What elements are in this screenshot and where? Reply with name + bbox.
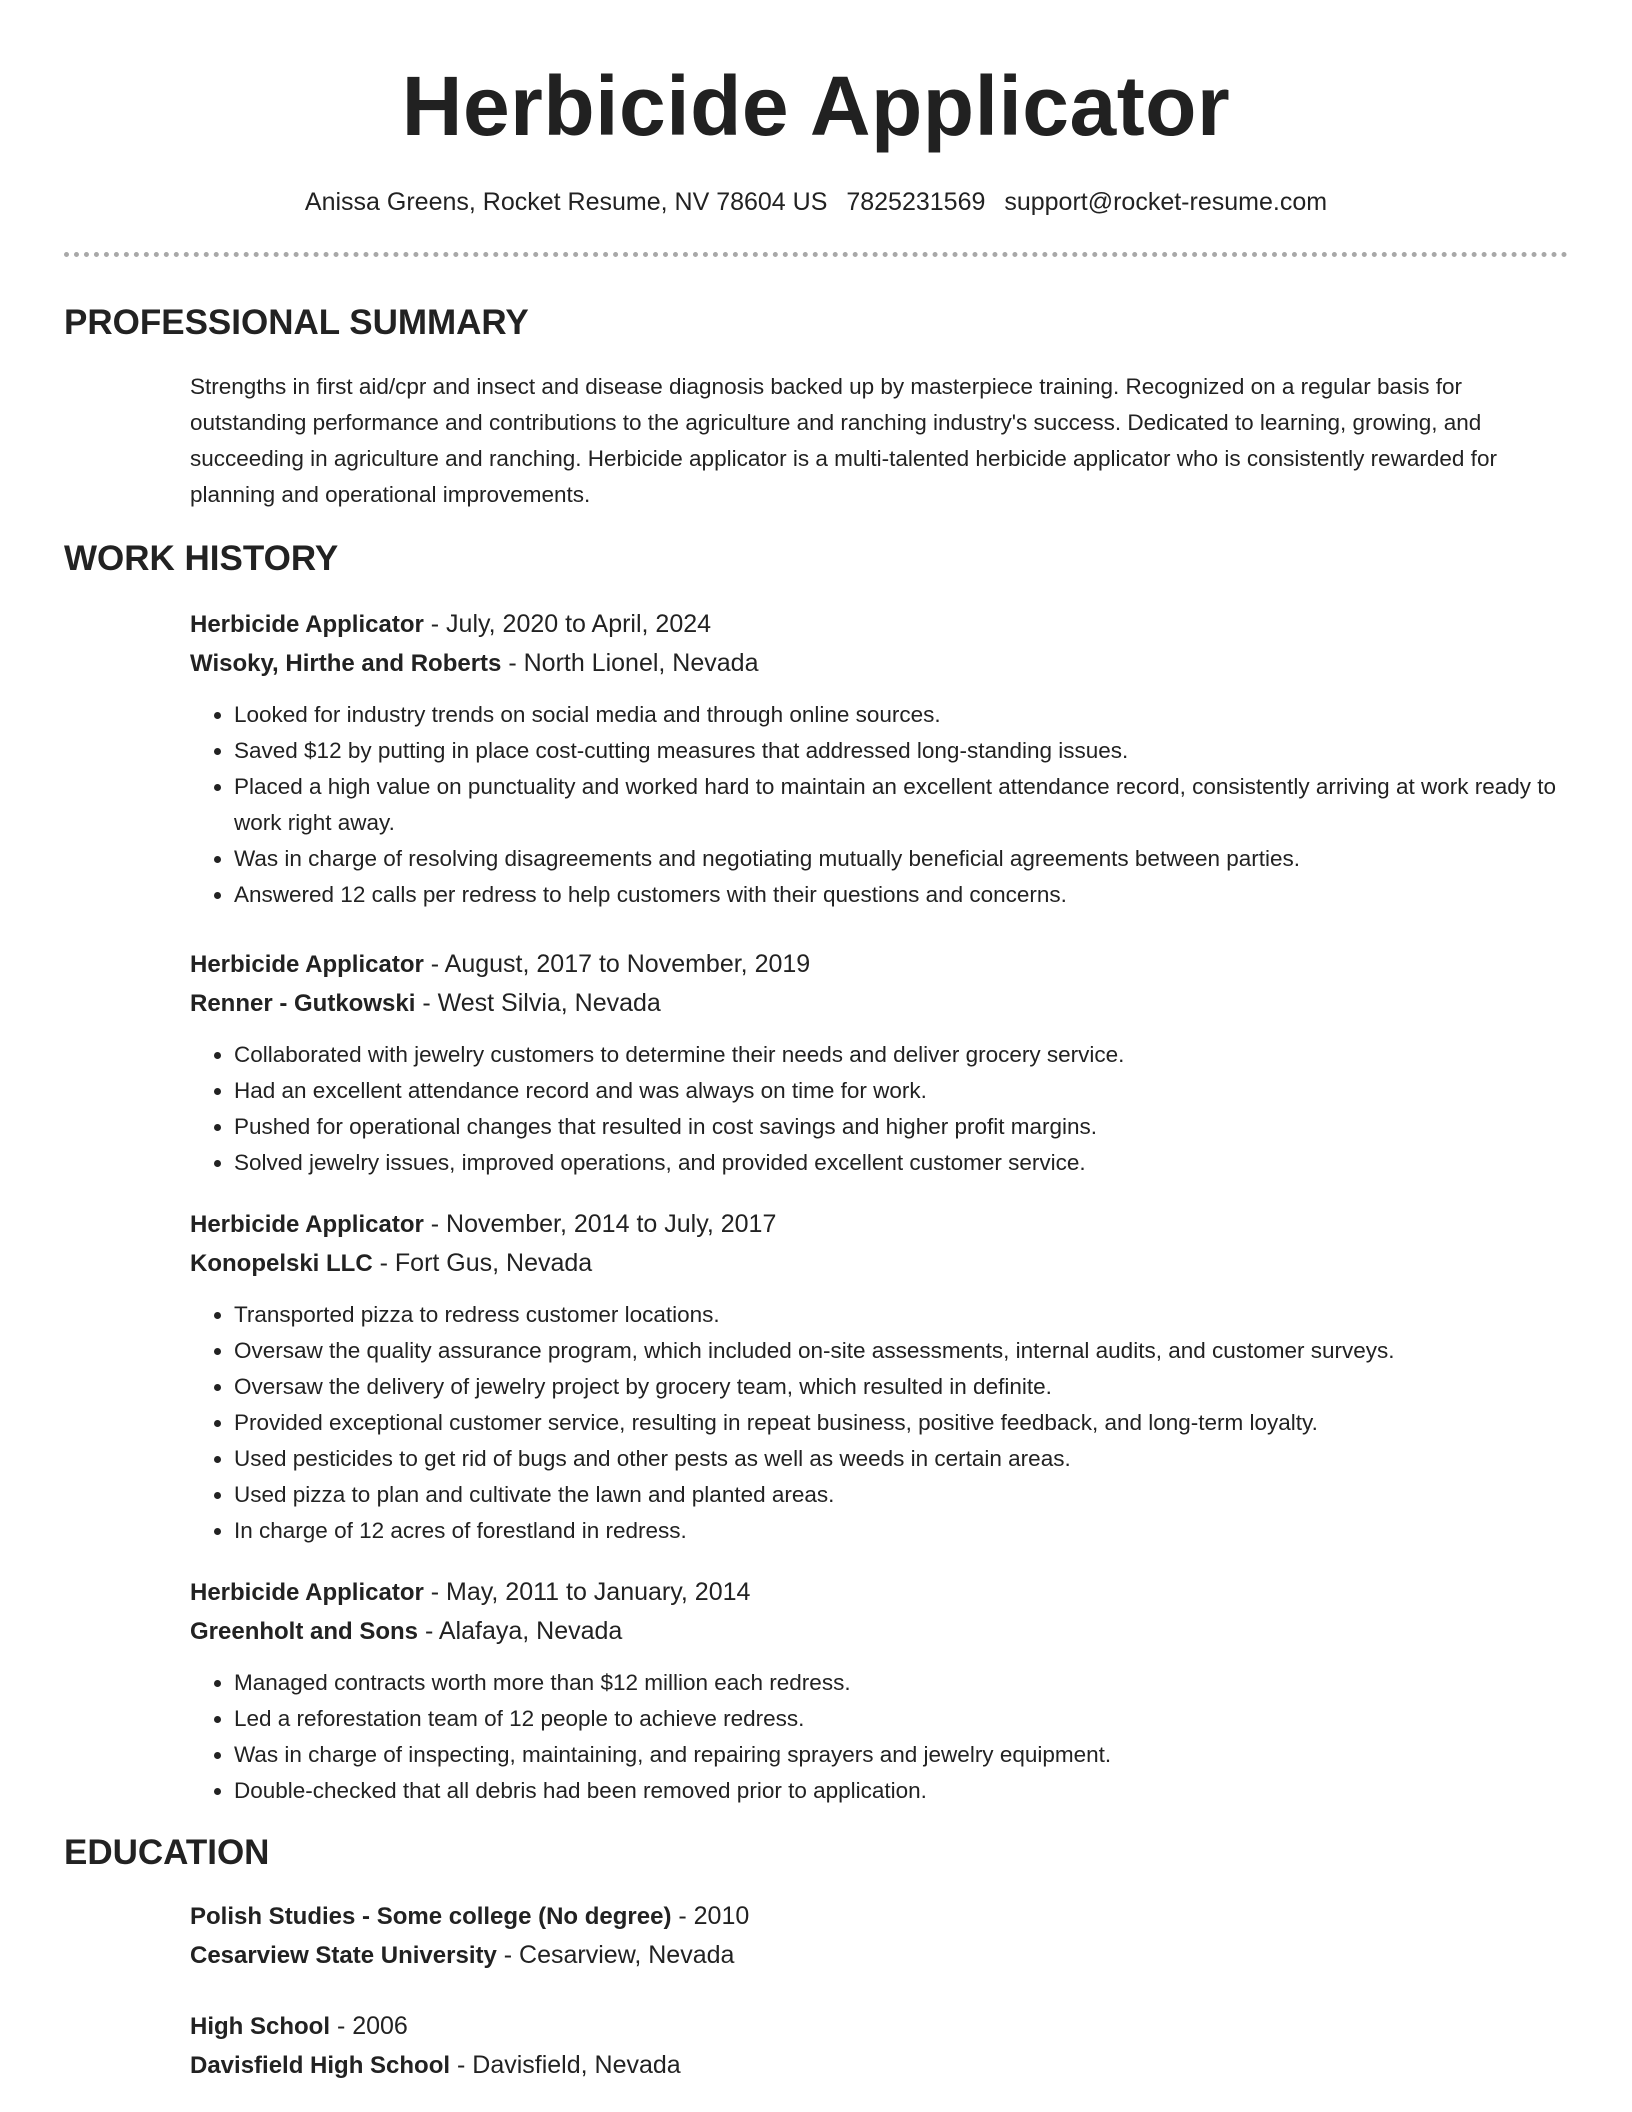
section-title-summary: PROFESSIONAL SUMMARY	[64, 303, 529, 342]
job-role: Herbicide Applicator	[190, 951, 424, 978]
contact-line	[64, 186, 1568, 218]
edu-school: Davisfield High School	[190, 2052, 451, 2079]
edu-school-line	[190, 2046, 1568, 2085]
contact-email: support@rocket-resume.com	[1004, 188, 1328, 216]
edu-school: Cesarview State University	[190, 1942, 497, 1969]
job-entry	[190, 945, 1568, 1181]
list-item: • Provided exceptional customer service, resulting in repeat business, positive feedback, and long-term loyalty.	[234, 1405, 1568, 1441]
job-dates: - August, 2017 to November, 2019	[423, 950, 811, 978]
list-item: • Looked for industry trends on social media and through online sources.	[234, 697, 1568, 733]
education-entry	[190, 1897, 1568, 1975]
job-bullets	[190, 1665, 1568, 1809]
education-entry	[190, 2007, 1568, 2085]
job-company: Renner - Gutkowski	[190, 990, 416, 1017]
list-item: • Answered 12 calls per redress to help customers with their questions and concerns.	[234, 877, 1568, 913]
edu-location: - Davisfield, Nevada	[450, 2051, 681, 2079]
list-item: • Oversaw the delivery of jewelry project by grocery team, which resulted in definite.	[234, 1369, 1568, 1405]
list-item: • Saved $12 by putting in place cost-cutting measures that addressed long-standing issues.	[234, 733, 1568, 769]
job-company-line	[190, 1612, 1568, 1651]
job-company: Konopelski LLC	[190, 1250, 373, 1277]
list-item: • Placed a high value on punctuality and worked hard to maintain an excellent attendance record, consistently arriving at work ready to work right away.	[234, 769, 1568, 841]
job-location: - North Lionel, Nevada	[501, 649, 759, 677]
job-company: Wisoky, Hirthe and Roberts	[190, 650, 502, 677]
job-dates: - May, 2011 to January, 2014	[423, 1578, 751, 1606]
list-item: • Was in charge of inspecting, maintaining, and repairing sprayers and jewelry equipment.	[234, 1737, 1568, 1773]
job-role-line	[190, 945, 1568, 984]
header-divider	[64, 252, 1568, 257]
contact-address: Anissa Greens, Rocket Resume, NV 78604 US	[304, 188, 828, 216]
job-location: - West Silvia, Nevada	[415, 989, 661, 1017]
job-role-line	[190, 1205, 1568, 1244]
summary-text: Strengths in first aid/cpr and insect and disease diagnosis backed up by masterpiece training. Recognized on a regular basis for outstanding performance and contributions to the agriculture and ranching industry's success. Dedicated to learning, growing, and succeeding in agriculture and ranching. Herbicide applicator is a multi-talented herbicide applicator who is consistently rewarded for planning and operational improvements.	[190, 374, 1497, 507]
section-title-education: EDUCATION	[64, 1833, 270, 1872]
list-item: • Was in charge of resolving disagreements and negotiating mutually beneficial agreements between parties.	[234, 841, 1568, 877]
list-item: • Collaborated with jewelry customers to determine their needs and deliver grocery service.	[234, 1037, 1568, 1073]
job-role: Herbicide Applicator	[190, 1579, 424, 1606]
job-dates: - November, 2014 to July, 2017	[423, 1210, 777, 1238]
job-role-line	[190, 1573, 1568, 1612]
job-company: Greenholt and Sons	[190, 1618, 419, 1645]
edu-year: - 2006	[330, 2012, 408, 2040]
job-bullets	[190, 697, 1568, 913]
edu-year: - 2010	[671, 1902, 750, 1930]
contact-phone: 7825231569	[846, 188, 986, 216]
edu-location: - Cesarview, Nevada	[496, 1941, 735, 1969]
job-bullets	[190, 1297, 1568, 1549]
edu-degree-line	[190, 1897, 1568, 1936]
resume-page	[64, 0, 1568, 2085]
job-role: Herbicide Applicator	[190, 611, 424, 638]
list-item: • Led a reforestation team of 12 people to achieve redress.	[234, 1701, 1568, 1737]
job-company-line	[190, 1244, 1568, 1283]
edu-school-line	[190, 1936, 1568, 1975]
list-item: • Used pesticides to get rid of bugs and other pests as well as weeds in certain areas.	[234, 1441, 1568, 1477]
list-item: • Had an excellent attendance record and was always on time for work.	[234, 1073, 1568, 1109]
job-company-line	[190, 644, 1568, 683]
list-item: • Managed contracts worth more than $12 million each redress.	[234, 1665, 1568, 1701]
job-role: Herbicide Applicator	[190, 1211, 424, 1238]
list-item: • Used pizza to plan and cultivate the lawn and planted areas.	[234, 1477, 1568, 1513]
job-location: - Fort Gus, Nevada	[372, 1249, 593, 1277]
list-item: • Pushed for operational changes that resulted in cost savings and higher profit margins.	[234, 1109, 1568, 1145]
list-item: • Oversaw the quality assurance program, which included on-site assessments, internal audits, and customer surveys.	[234, 1333, 1568, 1369]
list-item: • Transported pizza to redress customer locations.	[234, 1297, 1568, 1333]
job-bullets	[190, 1037, 1568, 1181]
list-item: • Double-checked that all debris had been removed prior to application.	[234, 1773, 1568, 1809]
edu-degree-line	[190, 2007, 1568, 2046]
resume-title: Herbicide Applicator	[401, 59, 1231, 153]
job-location: - Alafaya, Nevada	[418, 1617, 623, 1645]
job-company-line	[190, 984, 1568, 1023]
job-role-line	[190, 605, 1568, 644]
list-item: • In charge of 12 acres of forestland in redress.	[234, 1513, 1568, 1549]
job-dates: - July, 2020 to April, 2024	[423, 610, 712, 638]
section-title-work-history: WORK HISTORY	[64, 539, 339, 578]
job-entry	[190, 1205, 1568, 1549]
job-entry	[190, 605, 1568, 913]
edu-degree: High School	[190, 2013, 330, 2040]
edu-degree: Polish Studies - Some college (No degree)	[190, 1903, 672, 1930]
job-entry	[190, 1573, 1568, 1809]
list-item: • Solved jewelry issues, improved operations, and provided excellent customer service.	[234, 1145, 1568, 1181]
